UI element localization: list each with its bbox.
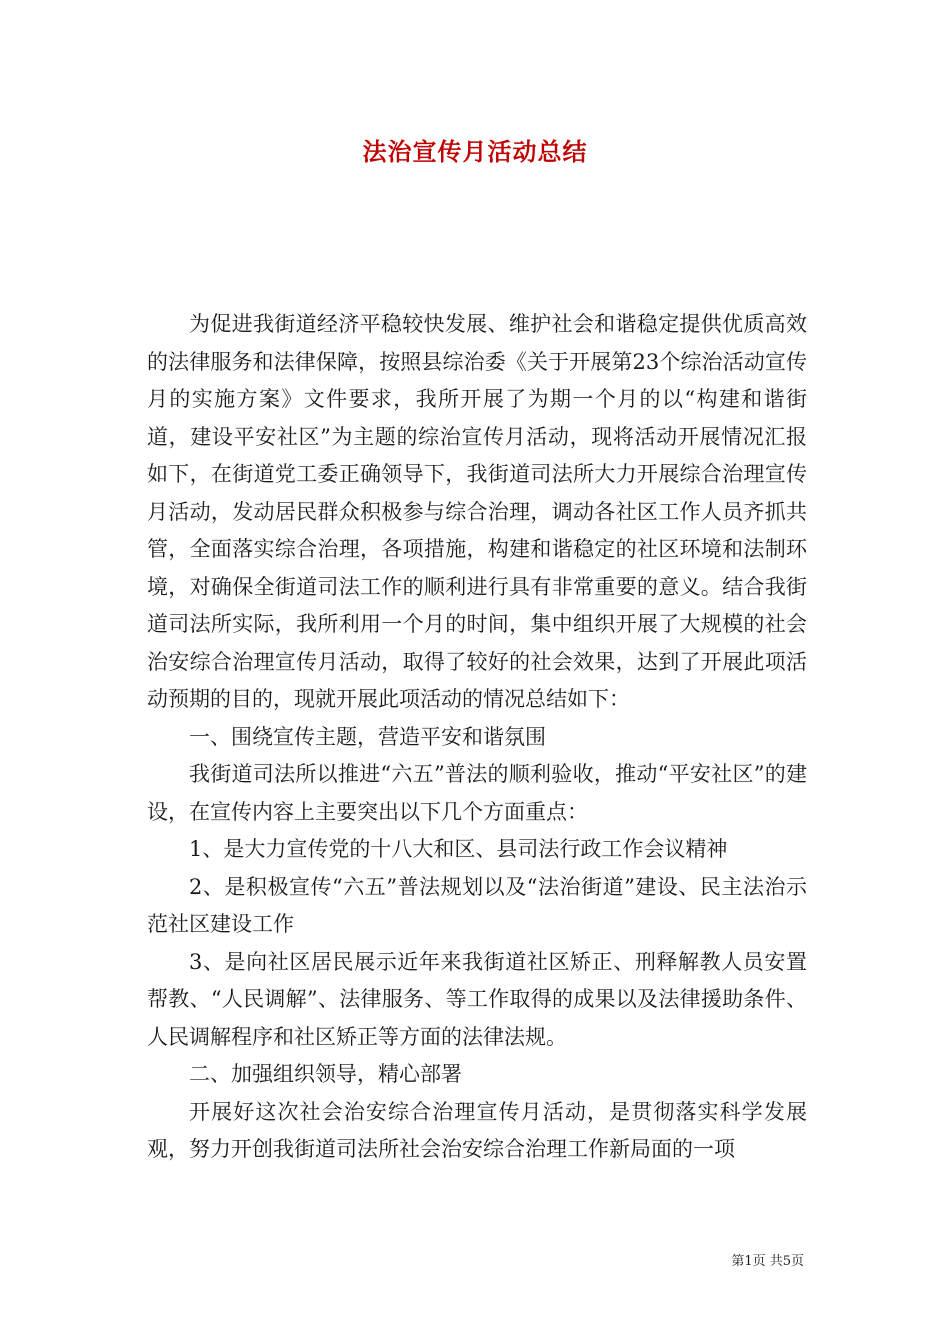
document-body [147,306,807,1169]
paragraph-intro: 为促进我街道经济平稳较快发展、维护社会和谐稳定提供优质高效的法律服务和法律保障，按照县综治委《关于开展第23个综治活动宣传月的实施方案》文件要求，我所开展了为期一个月的以“构建和谐街道，建设平安社区”为主题的综治宣传月活动，现将活动开展情况汇报如下，在街道党工委正确领导下，我街道司法所大力开展综合治理宣传月活动，发动居民群众积极参与综合治理，调动各社区工作人员齐抓共管，全面落实综合治理，各项措施，构建和谐稳定的社区环境和法制环境，对确保全街道司法工作的顺利进行具有非常重要的意义。结合我街道司法所实际，我所利用一个月的时间，集中组织开展了大规模的社会治安综合治理宣传月活动，取得了较好的社会效果，达到了开展此项活动预期的目的，现就开展此项活动的情况总结如下： [147,312,807,711]
paragraph-section-1: 我街道司法所以推进“六五”普法的顺利验收，推动“平安社区”的建设，在宣传内容上主要突出以下几个方面重点： [147,762,807,824]
list-item-3: 3、是向社区居民展示近年来我街道社区矫正、刑释解教人员安置帮教、“人民调解”、法律服务、等工作取得的成果以及法律援助条件、人民调解程序和社区矫正等方面的法律法规。 [147,949,807,1049]
list-item-1: 1、是大力宣传党的十八大和区、县司法行政工作会议精神 [189,837,728,861]
document-title: 法治宣传月活动总结 [362,137,588,166]
section-heading-2: 二、加强组织领导，精心部署 [189,1062,462,1086]
paragraph-section-2: 开展好这次社会治安综合治理宣传月活动，是贯彻落实科学发展观，努力开创我街道司法所社会治安综合治理工作新局面的一项 [147,1099,807,1161]
section-heading-1: 一、围绕宣传主题，营造平安和谐氛围 [189,724,546,749]
page-number-footer: 第1页 共5页 [731,1254,804,1269]
list-item-2: 2、是积极宣传“六五”普法规划以及“法治街道”建设、民主法治示范社区建设工作 [147,874,807,936]
